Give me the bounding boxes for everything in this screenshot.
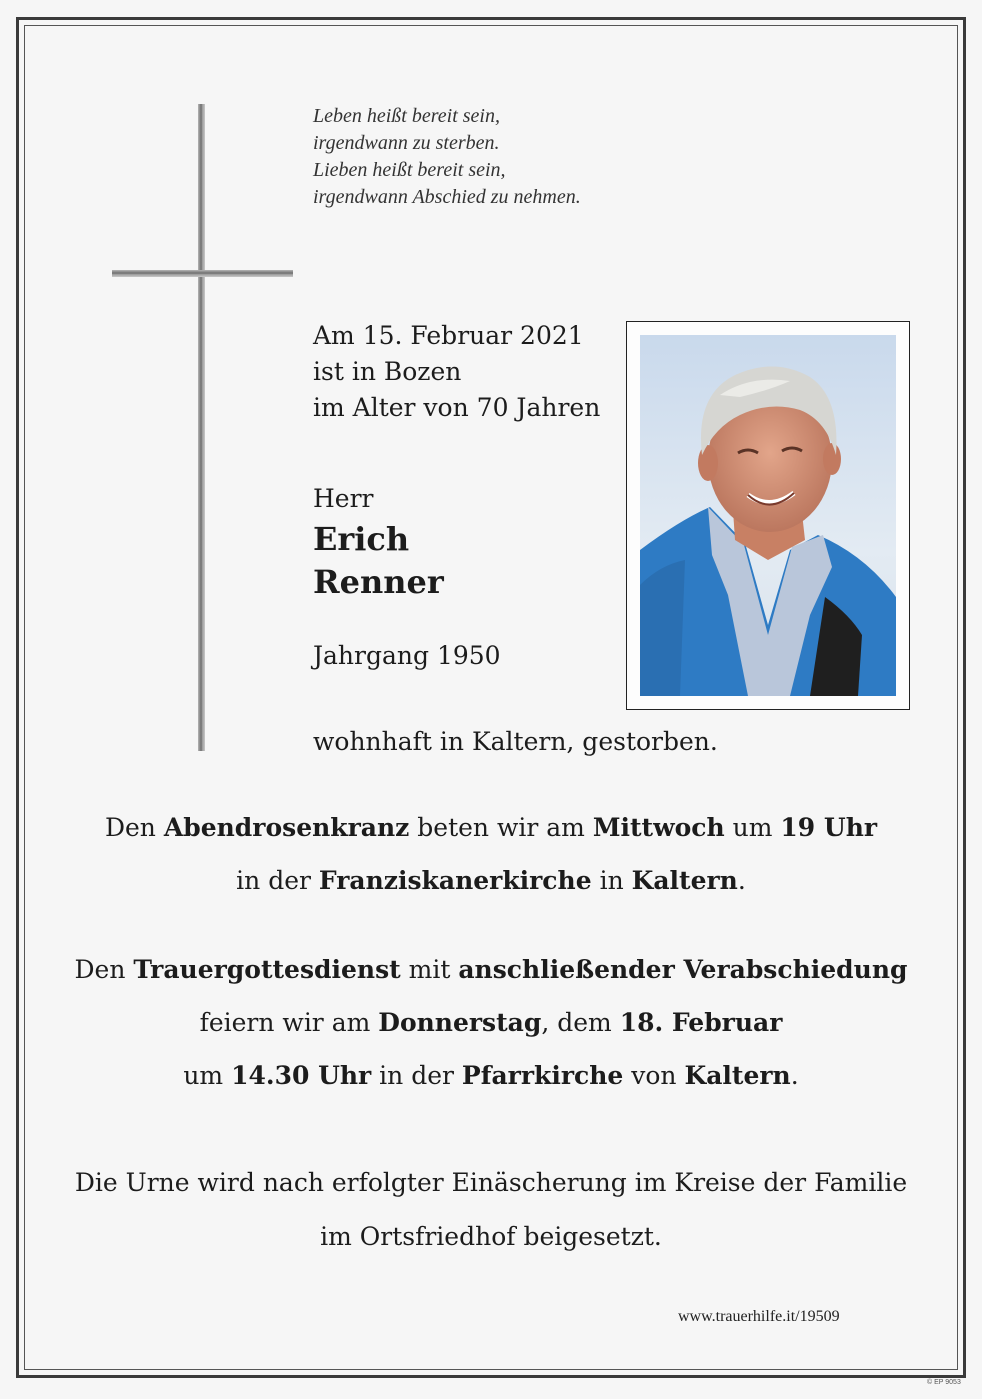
print-code: © EP 9053 [927,1379,961,1386]
residence-line: wohnhaft in Kaltern, gestorben. [313,727,718,756]
first-name: Erich [313,520,410,558]
poem-line: irgendwann Abschied zu nehmen. [313,186,581,208]
farewell-label: anschließender Verabschiedung [458,955,908,984]
service-date: 18. Februar [619,1008,783,1037]
death-date: Am 15. Februar 2021 [313,321,584,350]
service-time: 14.30 Uhr [231,1061,372,1090]
portrait-photo [640,335,896,696]
rosary-line-2: in der Franziskanerkirche in Kaltern. [236,866,746,895]
poem-line: Lieben heißt bereit sein, [313,159,506,181]
service-line-1: Den Trauergottesdienst mit anschließender Verabschiedung [74,955,908,984]
poem-line: Leben heißt bereit sein, [313,105,500,127]
birth-year: Jahrgang 1950 [313,641,501,670]
death-announcement [313,318,600,426]
website-link[interactable]: www.trauerhilfe.it/19509 [678,1308,840,1325]
service-line-3: um 14.30 Uhr in der Pfarrkirche von Kaltern. [183,1061,799,1090]
death-place: ist in Bozen [313,357,462,386]
rosary-time: 19 Uhr [780,813,878,842]
poem [313,103,581,211]
rosary-label: Abendrosenkranz [163,813,410,842]
urn-line-1: Die Urne wird nach erfolgter Einäscherung im Kreise der Familie [74,1168,908,1197]
service-town: Kaltern [684,1061,791,1090]
salutation: Herr [313,484,374,513]
deceased-name [313,518,444,604]
portrait-frame [626,321,910,710]
rosary-town: Kaltern [631,866,738,895]
urn-line-2: im Ortsfriedhof beigesetzt. [320,1222,662,1251]
cross-icon-crossbar [112,270,293,277]
rosary-day: Mittwoch [592,813,725,842]
last-name: Renner [313,563,444,601]
rosary-church: Franziskanerkirche [318,866,592,895]
service-day: Donnerstag [378,1008,542,1037]
poem-line: irgendwann zu sterben. [313,132,500,154]
service-church: Pfarrkirche [461,1061,624,1090]
service-label: Trauergottesdienst [133,955,401,984]
rosary-line-1: Den Abendrosenkranz beten wir am Mittwoch um 19 Uhr [104,813,878,842]
cross-icon [198,104,205,751]
service-line-2: feiern wir am Donnerstag, dem 18. Februar [199,1008,783,1037]
age-line: im Alter von 70 Jahren [313,393,601,422]
